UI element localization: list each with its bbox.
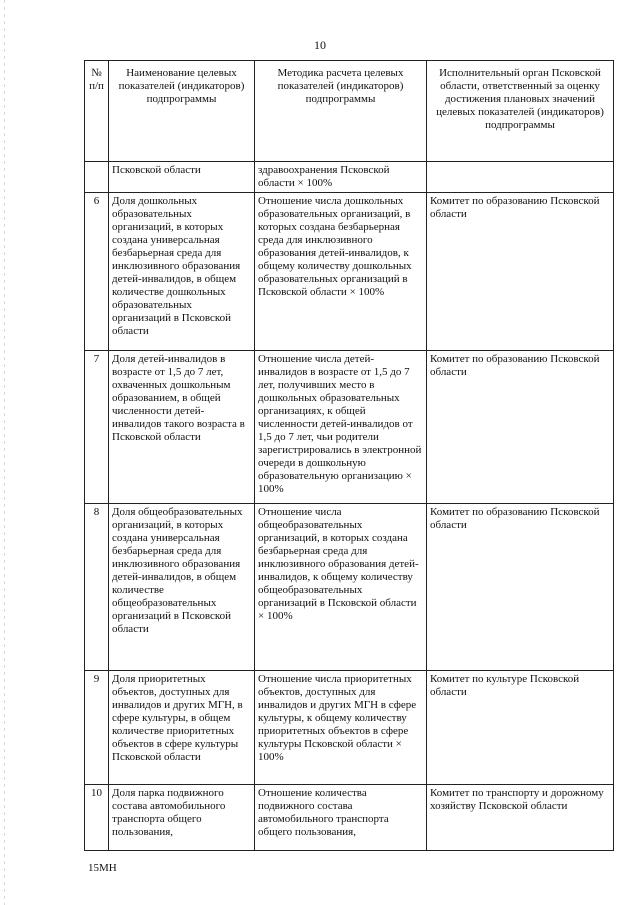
cell-responsible-body: Комитет по образованию Псковской области xyxy=(427,504,614,671)
cell-indicator-name: Доля детей-инвалидов в возрасте от 1,5 до 7 лет, охваченных дошкольным образованием, в общей численности детей-инвалидов такого возраста в Псковской области xyxy=(109,351,255,504)
table-row xyxy=(85,785,614,851)
cell-number: 10 xyxy=(85,785,109,851)
table-row xyxy=(85,193,614,351)
cell-indicator-name: Доля приоритетных объектов, доступных для инвалидов и других МГН, в сфере культуры, в общем количестве приоритетных объектов в сфере культуры Псковской области xyxy=(109,671,255,785)
cell-number: 6 xyxy=(85,193,109,351)
cell-calculation-method: Отношение числа детей-инвалидов в возрасте от 1,5 до 7 лет, получивших место в дошкольных образовательных организациях, к общей численности детей-инвалидов от 1,5 до 7 лет, чьи родители зарегистрировались в электронной очереди в дошкольную образовательную организацию × 100% xyxy=(255,351,427,504)
cell-number: 7 xyxy=(85,351,109,504)
cell-calculation-method: Отношение числа общеобразовательных организаций, в которых создана безбарьерная среда для инклюзивного образования детей-инвалидов, к общему количеству общеобразовательных организаций в Псковской области × 100% xyxy=(255,504,427,671)
cell-indicator-name: Доля парка подвижного состава автомобильного транспорта общего пользования, xyxy=(109,785,255,851)
indicators-table xyxy=(84,60,614,851)
document-code: 15МН xyxy=(88,862,117,874)
header-indicator-name: Наименование целевых показателей (индикаторов) подпрограммы xyxy=(109,61,255,162)
table-row-continuation xyxy=(85,162,614,193)
cell-calculation-method: Отношение числа приоритетных объектов, доступных для инвалидов и других МГН в сфере культуры, к общему количеству приоритетных объектов в сфере культуры Псковской области × 100% xyxy=(255,671,427,785)
cell-indicator-name: Доля дошкольных образовательных организаций, в которых создана универсальная безбарьерная среда для инклюзивного образования детей-инвалидов, в общем количестве дошкольных образовательных организаций в Псковской области xyxy=(109,193,255,351)
header-calculation-method: Методика расчета целевых показателей (индикаторов) подпрограммы xyxy=(255,61,427,162)
cell-responsible-body: Комитет по транспорту и дорожному хозяйству Псковской области xyxy=(427,785,614,851)
header-number: № п/п xyxy=(85,61,109,162)
cell-responsible-body: Комитет по образованию Псковской области xyxy=(427,193,614,351)
cell-calculation-method: здравоохранения Псковской области × 100% xyxy=(255,162,427,193)
table-header-row xyxy=(85,61,614,162)
header-responsible-body: Исполнительный орган Псковской области, ответственный за оценку достижения плановых значений целевых показателей (индикаторов) подпрограммы xyxy=(427,61,614,162)
cell-indicator-name: Доля общеобразовательных организаций, в которых создана универсальная безбарьерная среда для инклюзивного образования детей-инвалидов, в общем количестве общеобразовательных организаций в Псковской области xyxy=(109,504,255,671)
cell-calculation-method: Отношение числа дошкольных образовательных организаций, в которых создана безбарьерная среда для инклюзивного образования детей-инвалидов, к общему количеству дошкольных образовательных организаций в Псковской области × 100% xyxy=(255,193,427,351)
cell-responsible-body: Комитет по культуре Псковской области xyxy=(427,671,614,785)
table-row xyxy=(85,504,614,671)
cell-number: 8 xyxy=(85,504,109,671)
page-number: 10 xyxy=(314,38,326,52)
scan-edge-artifact xyxy=(4,0,5,905)
table-row xyxy=(85,351,614,504)
cell-responsible-body xyxy=(427,162,614,193)
cell-number: 9 xyxy=(85,671,109,785)
cell-indicator-name: Псковской области xyxy=(109,162,255,193)
cell-calculation-method: Отношение количества подвижного состава автомобильного транспорта общего пользования, xyxy=(255,785,427,851)
cell-responsible-body: Комитет по образованию Псковской области xyxy=(427,351,614,504)
cell-number xyxy=(85,162,109,193)
table-row xyxy=(85,671,614,785)
